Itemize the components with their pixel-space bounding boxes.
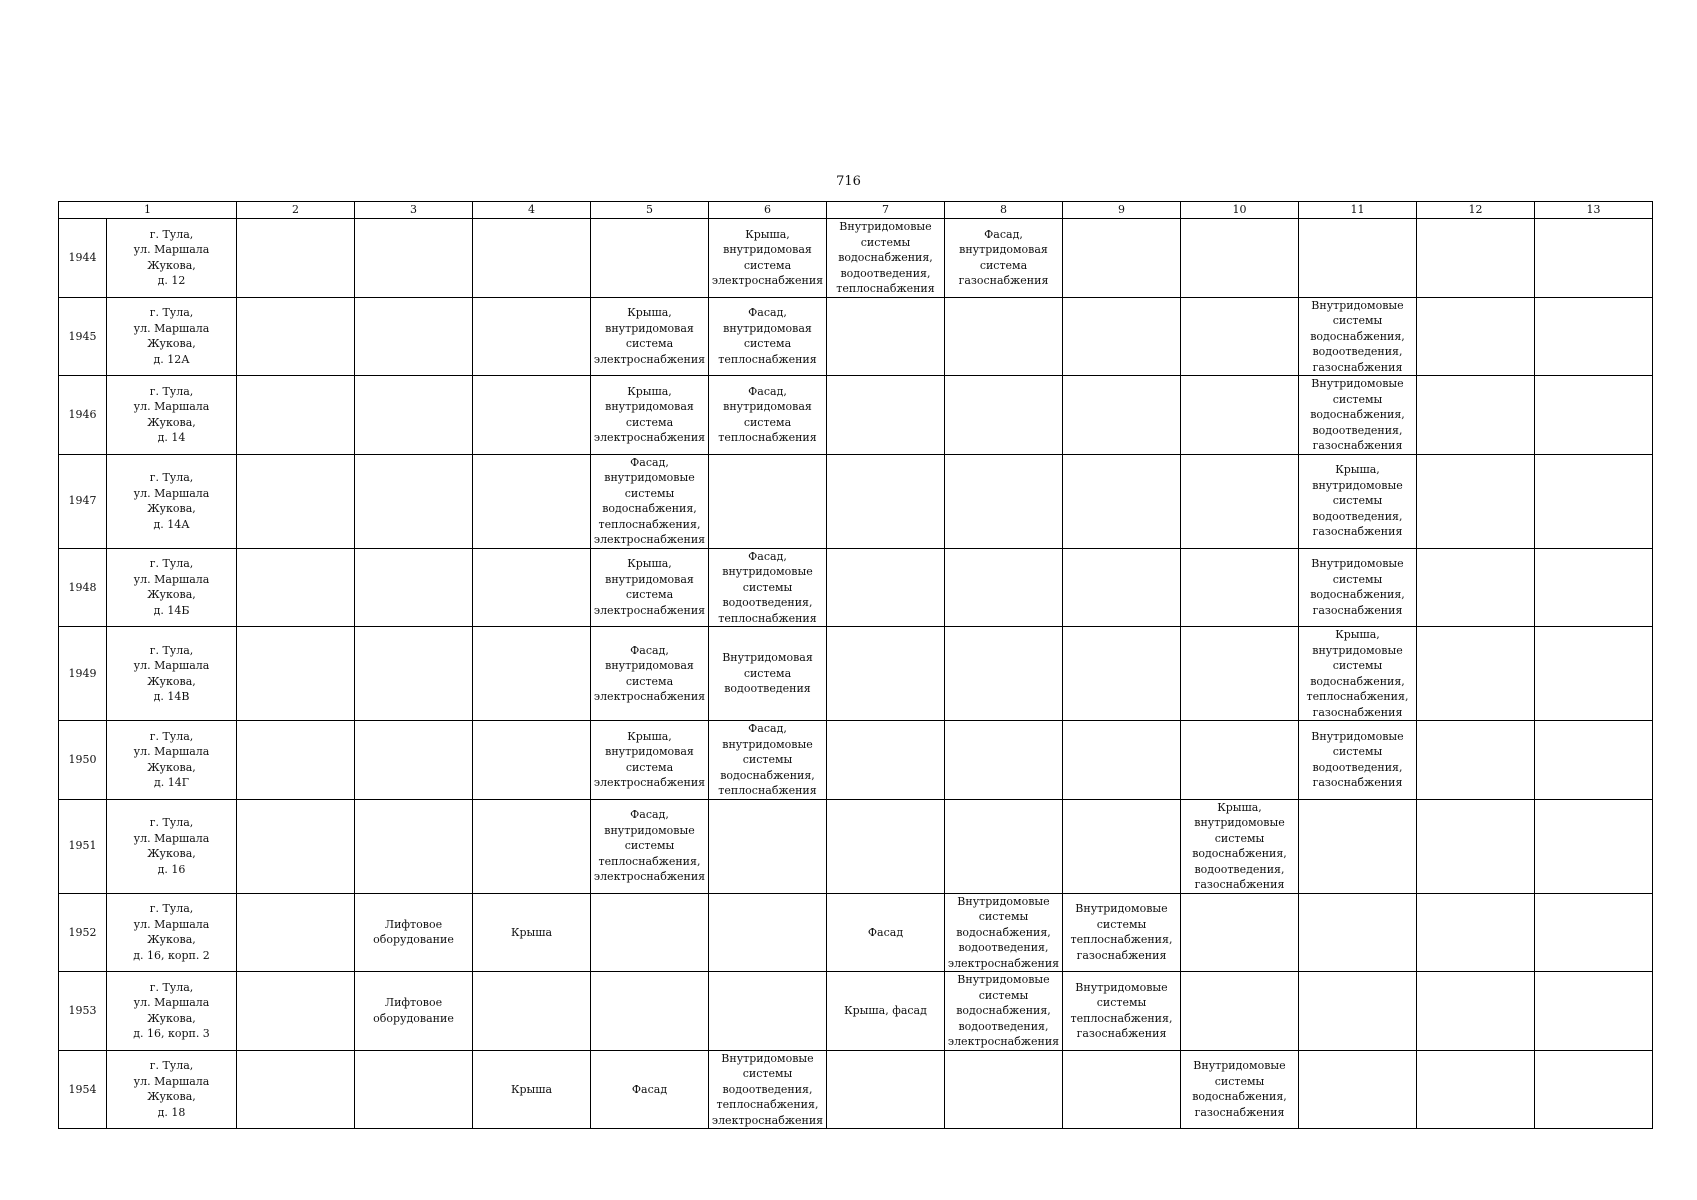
page-number: 716 xyxy=(836,174,861,189)
work-cell xyxy=(237,627,355,721)
address-cell: г. Тула, ул. Маршала Жукова, д. 16, корп. 3 xyxy=(107,972,237,1051)
work-cell xyxy=(355,297,473,376)
work-cell xyxy=(827,721,945,800)
work-cell: Фасад, внутридомовая система теплоснабжения xyxy=(709,376,827,455)
address-cell: г. Тула, ул. Маршала Жукова, д. 16, корп. 2 xyxy=(107,893,237,972)
table-row xyxy=(59,972,1653,1051)
work-cell xyxy=(355,219,473,298)
work-cell xyxy=(473,548,591,627)
work-cell xyxy=(945,799,1063,893)
work-cell: Внутридомовые системы водоотведения, газоснабжения xyxy=(1299,721,1417,800)
work-cell xyxy=(237,219,355,298)
address-cell: г. Тула, ул. Маршала Жукова, д. 14В xyxy=(107,627,237,721)
work-cell: Крыша, внутридомовая система электроснабжения xyxy=(591,376,709,455)
work-cell xyxy=(355,376,473,455)
row-number: 1945 xyxy=(59,297,107,376)
work-cell xyxy=(945,548,1063,627)
work-cell xyxy=(1063,627,1181,721)
column-header: 1 xyxy=(59,202,237,219)
work-cell xyxy=(1535,721,1653,800)
column-header: 6 xyxy=(709,202,827,219)
work-cell xyxy=(473,376,591,455)
work-cell: Фасад, внутридомовые системы водоснабжения, теплоснабжения, электроснабжения xyxy=(591,454,709,548)
work-cell: Фасад, внутридомовая система теплоснабжения xyxy=(709,297,827,376)
work-cell: Внутридомовые системы водоснабжения, водоотведения, электроснабжения xyxy=(945,893,1063,972)
work-cell: Внутридомовые системы водоотведения, теплоснабжения, электроснабжения xyxy=(709,1050,827,1129)
work-cell xyxy=(355,1050,473,1129)
table-row xyxy=(59,219,1653,298)
work-cell xyxy=(709,893,827,972)
work-cell: Внутридомовые системы водоснабжения, водоотведения, электроснабжения xyxy=(945,972,1063,1051)
row-number: 1952 xyxy=(59,893,107,972)
row-number: 1949 xyxy=(59,627,107,721)
row-number: 1954 xyxy=(59,1050,107,1129)
work-cell xyxy=(945,1050,1063,1129)
work-cell xyxy=(473,454,591,548)
work-cell: Крыша, фасад xyxy=(827,972,945,1051)
work-cell: Фасад, внутридомовые системы водоснабжения, теплоснабжения xyxy=(709,721,827,800)
work-cell: Внутридомовые системы водоснабжения, газоснабжения xyxy=(1299,548,1417,627)
work-cell xyxy=(355,721,473,800)
column-header: 4 xyxy=(473,202,591,219)
address-cell: г. Тула, ул. Маршала Жукова, д. 16 xyxy=(107,799,237,893)
work-cell xyxy=(945,454,1063,548)
work-cell xyxy=(1535,893,1653,972)
address-cell: г. Тула, ул. Маршала Жукова, д. 14А xyxy=(107,454,237,548)
work-cell xyxy=(1063,297,1181,376)
table-row xyxy=(59,893,1653,972)
work-cell xyxy=(1417,893,1535,972)
work-cell: Лифтовое оборудование xyxy=(355,893,473,972)
work-cell xyxy=(1417,799,1535,893)
column-header: 10 xyxy=(1181,202,1299,219)
work-cell xyxy=(473,721,591,800)
work-cell: Крыша, внутридомовая система электроснабжения xyxy=(591,721,709,800)
work-cell xyxy=(1181,721,1299,800)
address-cell: г. Тула, ул. Маршала Жукова, д. 12 xyxy=(107,219,237,298)
work-cell: Крыша xyxy=(473,893,591,972)
work-cell xyxy=(355,627,473,721)
work-cell xyxy=(237,893,355,972)
work-cell xyxy=(1535,1050,1653,1129)
work-cell xyxy=(473,627,591,721)
work-cell xyxy=(1063,454,1181,548)
work-cell xyxy=(1417,219,1535,298)
work-cell xyxy=(1063,1050,1181,1129)
work-cell xyxy=(237,972,355,1051)
work-cell xyxy=(473,799,591,893)
work-cell: Внутридомовая система водоотведения xyxy=(709,627,827,721)
work-cell xyxy=(1063,376,1181,455)
row-number: 1946 xyxy=(59,376,107,455)
work-cell: Внутридомовые системы теплоснабжения, газоснабжения xyxy=(1063,893,1181,972)
work-cell xyxy=(237,799,355,893)
row-number: 1944 xyxy=(59,219,107,298)
work-cell xyxy=(1299,972,1417,1051)
work-cell xyxy=(709,972,827,1051)
table-row xyxy=(59,627,1653,721)
work-cell xyxy=(1181,454,1299,548)
work-cell xyxy=(591,219,709,298)
table-row xyxy=(59,721,1653,800)
row-number: 1951 xyxy=(59,799,107,893)
work-cell xyxy=(1535,799,1653,893)
work-cell xyxy=(827,1050,945,1129)
work-cell xyxy=(827,297,945,376)
row-number: 1950 xyxy=(59,721,107,800)
work-cell xyxy=(355,454,473,548)
work-cell xyxy=(945,721,1063,800)
work-cell xyxy=(709,799,827,893)
table-row xyxy=(59,297,1653,376)
work-cell xyxy=(1535,972,1653,1051)
address-cell: г. Тула, ул. Маршала Жукова, д. 14Г xyxy=(107,721,237,800)
work-cell: Фасад xyxy=(827,893,945,972)
work-cell: Крыша, внутридомовая система электроснабжения xyxy=(709,219,827,298)
work-cell xyxy=(1181,972,1299,1051)
work-cell xyxy=(1535,297,1653,376)
work-cell xyxy=(945,376,1063,455)
column-header: 12 xyxy=(1417,202,1535,219)
work-cell xyxy=(827,548,945,627)
work-cell xyxy=(1181,627,1299,721)
work-cell xyxy=(1181,893,1299,972)
work-cell xyxy=(1535,548,1653,627)
work-cell xyxy=(473,972,591,1051)
address-cell: г. Тула, ул. Маршала Жукова, д. 18 xyxy=(107,1050,237,1129)
work-cell xyxy=(591,893,709,972)
column-header: 13 xyxy=(1535,202,1653,219)
work-cell xyxy=(827,454,945,548)
work-cell xyxy=(1417,297,1535,376)
work-cell: Лифтовое оборудование xyxy=(355,972,473,1051)
work-cell: Фасад, внутридомовая система электроснабжения xyxy=(591,627,709,721)
work-cell: Крыша, внутридомовая система электроснабжения xyxy=(591,297,709,376)
address-cell: г. Тула, ул. Маршала Жукова, д. 14 xyxy=(107,376,237,455)
work-cell xyxy=(709,454,827,548)
work-cell xyxy=(355,548,473,627)
work-cell: Внутридомовые системы теплоснабжения, газоснабжения xyxy=(1063,972,1181,1051)
work-cell xyxy=(1299,1050,1417,1129)
work-cell xyxy=(237,454,355,548)
work-cell xyxy=(1063,721,1181,800)
work-cell: Внутридомовые системы водоснабжения, водоотведения, теплоснабжения xyxy=(827,219,945,298)
work-cell: Крыша, внутридомовая система электроснабжения xyxy=(591,548,709,627)
column-number-row xyxy=(59,202,1653,219)
column-header: 7 xyxy=(827,202,945,219)
work-cell xyxy=(1299,893,1417,972)
work-cell xyxy=(1063,548,1181,627)
work-cell: Фасад, внутридомовые системы теплоснабжения, электроснабжения xyxy=(591,799,709,893)
work-cell xyxy=(473,297,591,376)
work-cell xyxy=(1417,454,1535,548)
work-cell xyxy=(237,297,355,376)
work-cell: Крыша, внутридомовые системы водоснабжения, теплоснабжения, газоснабжения xyxy=(1299,627,1417,721)
work-cell xyxy=(1417,972,1535,1051)
work-cell: Фасад xyxy=(591,1050,709,1129)
column-header: 2 xyxy=(237,202,355,219)
work-cell xyxy=(1299,799,1417,893)
work-cell xyxy=(1417,721,1535,800)
work-cell xyxy=(1417,627,1535,721)
work-cell: Внутридомовые системы водоснабжения, газоснабжения xyxy=(1181,1050,1299,1129)
work-cell xyxy=(827,799,945,893)
work-cell xyxy=(1299,219,1417,298)
work-cell xyxy=(827,627,945,721)
work-cell xyxy=(945,627,1063,721)
work-cell xyxy=(1181,376,1299,455)
row-number: 1948 xyxy=(59,548,107,627)
work-cell: Фасад, внутридомовые системы водоотведения, теплоснабжения xyxy=(709,548,827,627)
work-cell xyxy=(1181,548,1299,627)
work-cell xyxy=(237,376,355,455)
row-number: 1947 xyxy=(59,454,107,548)
work-cell xyxy=(237,1050,355,1129)
work-cell xyxy=(1535,454,1653,548)
column-header: 5 xyxy=(591,202,709,219)
column-header: 9 xyxy=(1063,202,1181,219)
row-number: 1953 xyxy=(59,972,107,1051)
work-cell xyxy=(1535,219,1653,298)
work-cell xyxy=(1417,376,1535,455)
table-row xyxy=(59,376,1653,455)
work-cell xyxy=(945,297,1063,376)
work-cell: Крыша, внутридомовые системы водоснабжения, водоотведения, газоснабжения xyxy=(1181,799,1299,893)
work-cell: Крыша xyxy=(473,1050,591,1129)
address-cell: г. Тула, ул. Маршала Жукова, д. 12А xyxy=(107,297,237,376)
column-header: 3 xyxy=(355,202,473,219)
work-cell xyxy=(473,219,591,298)
column-header: 11 xyxy=(1299,202,1417,219)
work-cell xyxy=(1535,627,1653,721)
repair-schedule-table xyxy=(58,201,1653,1129)
work-cell xyxy=(1417,1050,1535,1129)
address-cell: г. Тула, ул. Маршала Жукова, д. 14Б xyxy=(107,548,237,627)
work-cell xyxy=(1181,219,1299,298)
table-row xyxy=(59,454,1653,548)
work-cell: Внутридомовые системы водоснабжения, водоотведения, газоснабжения xyxy=(1299,297,1417,376)
work-cell xyxy=(1063,219,1181,298)
column-header: 8 xyxy=(945,202,1063,219)
work-cell xyxy=(237,548,355,627)
work-cell: Внутридомовые системы водоснабжения, водоотведения, газоснабжения xyxy=(1299,376,1417,455)
work-cell: Крыша, внутридомовые системы водоотведения, газоснабжения xyxy=(1299,454,1417,548)
work-cell xyxy=(355,799,473,893)
work-cell xyxy=(591,972,709,1051)
work-cell: Фасад, внутридомовая система газоснабжения xyxy=(945,219,1063,298)
work-cell xyxy=(827,376,945,455)
work-cell xyxy=(1181,297,1299,376)
table-row xyxy=(59,548,1653,627)
work-cell xyxy=(237,721,355,800)
work-cell xyxy=(1417,548,1535,627)
table-row xyxy=(59,1050,1653,1129)
work-cell xyxy=(1535,376,1653,455)
table-row xyxy=(59,799,1653,893)
work-cell xyxy=(1063,799,1181,893)
